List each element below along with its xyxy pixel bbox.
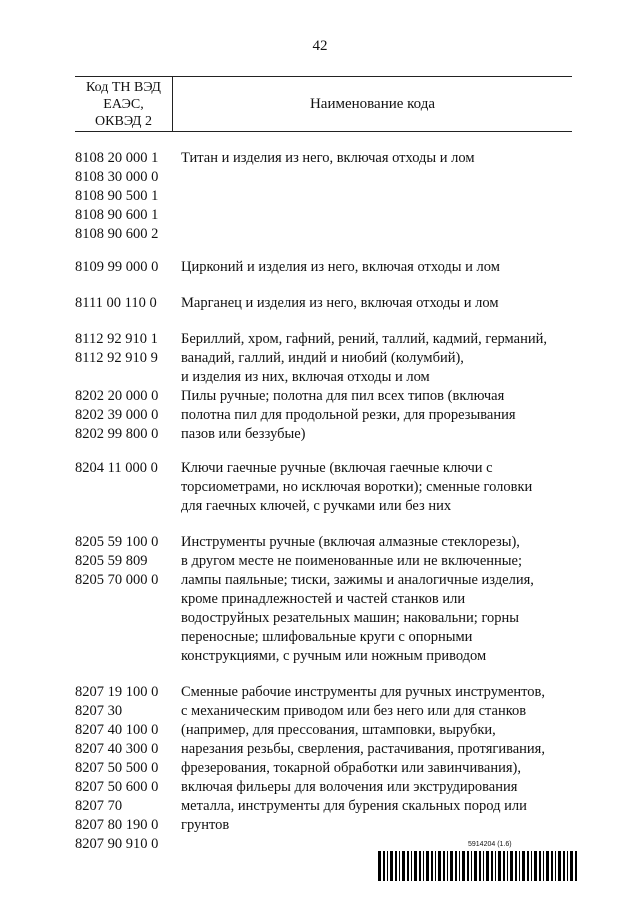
- code-value: 8207 80 190 0: [75, 817, 159, 833]
- entry-codes: [75, 258, 181, 277]
- barcode-caption: 5914204 (1.6): [468, 841, 512, 848]
- barcode-bar: [462, 851, 465, 881]
- description-line: для гаечных ключей, с ручками или без них: [181, 498, 452, 514]
- code-value: 8111 00 110 0: [75, 295, 157, 311]
- code-entry: [75, 294, 575, 313]
- barcode-area: [378, 841, 578, 881]
- header-code-line: ОКВЭД 2: [95, 114, 152, 129]
- entry-description: [181, 459, 575, 516]
- description-line: Ключи гаечные ручные (включая гаечные ключи с: [181, 460, 493, 476]
- entries-list: [75, 149, 575, 854]
- code-value: 8108 20 000 1: [75, 150, 159, 166]
- barcode-bar: [402, 851, 405, 881]
- barcode-bar: [431, 851, 433, 881]
- code-entry: [75, 459, 575, 516]
- description-line: Сменные рабочие инструменты для ручных инструментов,: [181, 684, 546, 700]
- description-line: металла, инструменты для бурения скальных пород или: [181, 798, 527, 814]
- barcode-bar: [435, 851, 436, 881]
- entry-codes: [75, 683, 181, 854]
- code-value: 8207 90 910 0: [75, 836, 159, 852]
- code-entry: [75, 258, 575, 277]
- barcode-bar: [515, 851, 517, 881]
- barcode-bar: [438, 851, 441, 881]
- description-line: ванадий, галлий, индий и ниобий (колумбий),: [181, 350, 464, 366]
- barcode-bar: [387, 851, 388, 881]
- barcode-bar: [407, 851, 409, 881]
- code-value: 8207 50 500 0: [75, 760, 159, 776]
- barcode-bar: [527, 851, 529, 881]
- description-line: (например, для прессования, штамповки, вырубки,: [181, 722, 496, 738]
- code-entry: [75, 683, 575, 854]
- description-line: Бериллий, хром, гафний, рений, таллий, кадмий, германий,: [181, 331, 547, 347]
- code-value: 8108 90 600 1: [75, 207, 159, 223]
- description-line: торсиометрами, но исключая воротки); сменные головки: [181, 479, 533, 495]
- table-header: [75, 76, 572, 132]
- barcode-bar: [450, 851, 453, 881]
- description-line: лампы паяльные; тиски, зажимы и аналогичные изделия,: [181, 572, 534, 588]
- barcode-bar: [443, 851, 445, 881]
- description-line: с механическим приводом или без него или для станков: [181, 703, 527, 719]
- entry-description: [181, 387, 575, 444]
- description-line: Инструменты ручные (включая алмазные стеклорезы),: [181, 534, 520, 550]
- barcode-bar: [563, 851, 565, 881]
- barcode-bar: [423, 851, 424, 881]
- code-value: 8202 39 000 0: [75, 407, 159, 423]
- entry-codes: [75, 330, 181, 387]
- header-code-line: ЕАЭС,: [103, 97, 144, 112]
- barcode-bar: [471, 851, 472, 881]
- barcode-bar: [419, 851, 421, 881]
- barcode-bar: [539, 851, 541, 881]
- code-value: 8207 19 100 0: [75, 684, 159, 700]
- description-line: конструкциями, с ручным или ножным приводом: [181, 648, 487, 664]
- barcode-bar: [491, 851, 493, 881]
- entry-description: [181, 149, 575, 244]
- code-value: 8205 59 100 0: [75, 534, 159, 550]
- code-value: 8205 70 000 0: [75, 572, 159, 588]
- code-value: 8112 92 910 9: [75, 350, 158, 366]
- entry-codes: [75, 149, 181, 244]
- barcode-bar: [411, 851, 412, 881]
- barcode-bar: [474, 851, 477, 881]
- code-value: 8207 70: [75, 798, 123, 814]
- header-code-column: [75, 77, 173, 131]
- description-line: включая фильеры для волочения или экструдирования: [181, 779, 518, 795]
- barcode-bar: [426, 851, 429, 881]
- barcode-bar: [414, 851, 417, 881]
- code-value: 8204 11 000 0: [75, 460, 158, 476]
- entry-codes: [75, 294, 181, 313]
- code-entry: [75, 330, 575, 387]
- entry-description: [181, 533, 575, 666]
- description-line: нарезания резьбы, сверления, растачивания, протягивания,: [181, 741, 545, 757]
- description-line: и изделия из них, включая отходы и лом: [181, 369, 430, 385]
- description-line: пазов или беззубые): [181, 426, 306, 442]
- description-line: Пилы ручные; полотна для пил всех типов (включая: [181, 388, 505, 404]
- barcode-bar: [503, 851, 505, 881]
- entry-codes: [75, 533, 181, 666]
- code-value: 8108 30 000 0: [75, 169, 159, 185]
- barcode-bar: [455, 851, 457, 881]
- description-line: кроме принадлежностей и частей станков или: [181, 591, 466, 607]
- barcode-bar: [507, 851, 508, 881]
- page-number: 42: [312, 38, 328, 54]
- barcode-bar: [575, 851, 577, 881]
- description-line: полотна пил для продольной резки, для прорезывания: [181, 407, 516, 423]
- barcode-bar: [467, 851, 469, 881]
- barcode-bar: [558, 851, 561, 881]
- description-line: фрезерования, токарной обработки или завинчивания),: [181, 760, 521, 776]
- description-line: Цирконий и изделия из него, включая отходы и лом: [181, 259, 500, 275]
- code-value: 8207 30: [75, 703, 123, 719]
- barcode-bar: [551, 851, 553, 881]
- code-entry: [75, 149, 575, 244]
- barcode-bar: [534, 851, 537, 881]
- barcode-bar: [567, 851, 568, 881]
- description-line: Титан и изделия из него, включая отходы и лом: [181, 150, 475, 166]
- code-value: 8205 59 809: [75, 553, 148, 569]
- entry-codes: [75, 459, 181, 516]
- entry-description: [181, 683, 575, 854]
- entry-description: [181, 330, 575, 387]
- code-entry: [75, 387, 575, 444]
- code-entry: [75, 533, 575, 666]
- barcode-bar: [486, 851, 489, 881]
- barcode-bar: [378, 851, 381, 881]
- barcode-bar: [399, 851, 400, 881]
- entry-codes: [75, 387, 181, 444]
- description-line: грунтов: [181, 817, 230, 833]
- barcode-bar: [447, 851, 448, 881]
- description-line: Марганец и изделия из него, включая отходы и лом: [181, 295, 499, 311]
- code-value: 8112 92 910 1: [75, 331, 158, 347]
- barcode-bar: [390, 851, 393, 881]
- entry-description: [181, 294, 575, 313]
- barcode-bar: [531, 851, 532, 881]
- barcode-bar: [395, 851, 397, 881]
- barcode-bar: [519, 851, 520, 881]
- barcode-bar: [510, 851, 513, 881]
- code-value: 8109 99 000 0: [75, 259, 159, 275]
- barcode-image: [378, 851, 578, 881]
- barcode-bar: [546, 851, 549, 881]
- code-value: 8207 40 100 0: [75, 722, 159, 738]
- barcode-bar: [459, 851, 460, 881]
- description-line: в другом месте не поименованные или не включенные;: [181, 553, 523, 569]
- barcode-bar: [479, 851, 481, 881]
- code-value: 8108 90 500 1: [75, 188, 159, 204]
- entry-description: [181, 258, 575, 277]
- barcode-bar: [522, 851, 525, 881]
- barcode-bar: [495, 851, 496, 881]
- barcode-bar: [498, 851, 501, 881]
- code-value: 8207 40 300 0: [75, 741, 159, 757]
- barcode-bar: [383, 851, 385, 881]
- code-value: 8207 50 600 0: [75, 779, 159, 795]
- barcode-bar: [555, 851, 556, 881]
- code-value: 8108 90 600 2: [75, 226, 159, 242]
- barcode-bar: [570, 851, 573, 881]
- header-code-line: Код ТН ВЭД: [86, 80, 161, 95]
- barcode-bar: [543, 851, 544, 881]
- code-value: 8202 20 000 0: [75, 388, 159, 404]
- barcode-bar: [483, 851, 484, 881]
- description-line: переносные; шлифовальные круги с опорными: [181, 629, 473, 645]
- code-value: 8202 99 800 0: [75, 426, 159, 442]
- header-name-column: Наименование кода: [309, 95, 436, 112]
- description-line: водоструйных резательных машин; наковальни; горны: [181, 610, 520, 626]
